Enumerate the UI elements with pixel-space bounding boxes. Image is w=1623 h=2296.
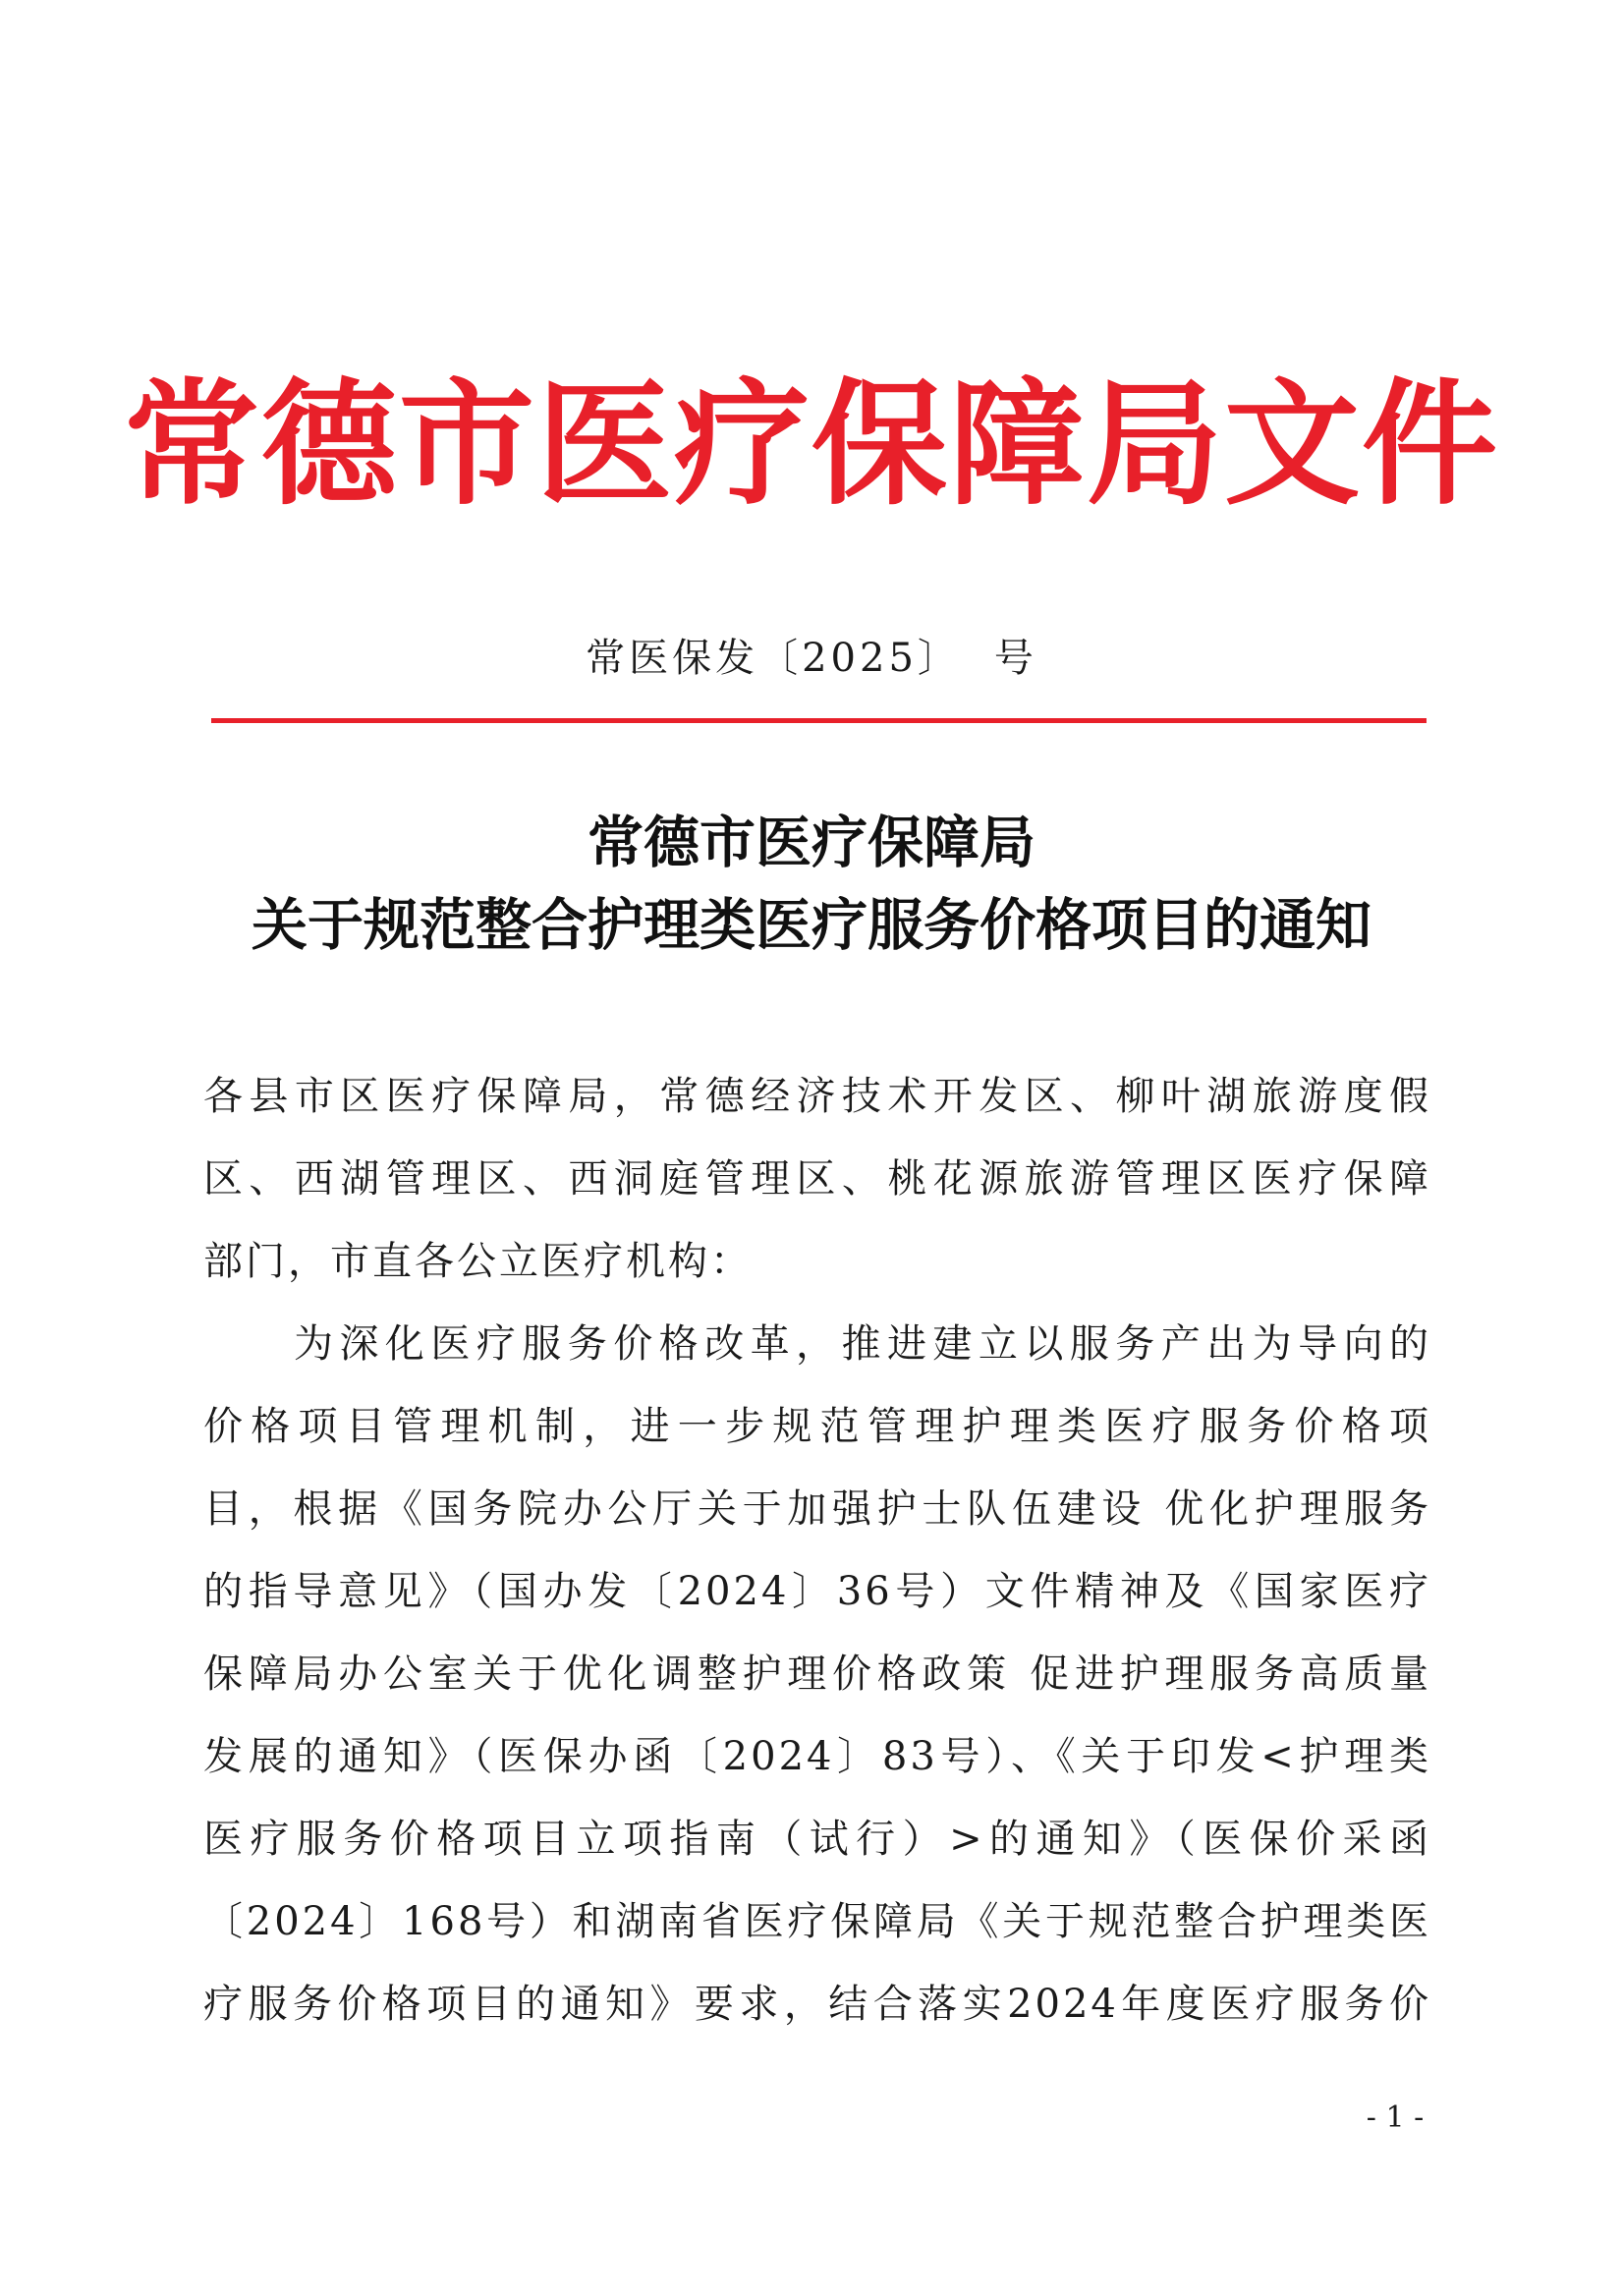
body-line: 为深化医疗服务价格改革，推进建立以服务产出为导向的 bbox=[294, 1321, 1431, 1367]
page-number: - 1 - bbox=[1366, 2100, 1425, 2135]
body-line: 目，根据《国务院办公厅关于加强护士队伍建设 优化护理服务 bbox=[203, 1486, 1431, 1532]
document-number-suffix: 号 bbox=[993, 636, 1037, 681]
agency-masthead: 常德市医疗保障局文件 bbox=[123, 364, 1499, 524]
body-line: 发展的通知》（医保办函〔2024〕83号）、《关于印发<护理类 bbox=[203, 1734, 1431, 1779]
notice-title-line-1: 常德市医疗保障局 bbox=[588, 811, 1035, 875]
red-divider-rule bbox=[211, 718, 1427, 723]
body-line: 各县市区医疗保障局，常德经济技术开发区、柳叶湖旅游度假 bbox=[203, 1074, 1431, 1119]
notice-title-line-2: 关于规范整合护理类医疗服务价格项目的通知 bbox=[252, 893, 1371, 958]
body-line: 的指导意见》（国办发〔2024〕36号）文件精神及《国家医疗 bbox=[203, 1569, 1431, 1614]
body-line: 〔2024〕168号）和湖南省医疗保障局《关于规范整合护理类医 bbox=[203, 1899, 1431, 1944]
body-line: 部门，市直各公立医疗机构： bbox=[203, 1239, 753, 1284]
body-line: 价格项目管理机制，进一步规范管理护理类医疗服务价格项 bbox=[203, 1404, 1431, 1449]
notice-body bbox=[203, 1055, 1431, 2045]
body-line: 区、西湖管理区、西洞庭管理区、桃花源旅游管理区医疗保障 bbox=[203, 1156, 1431, 1202]
body-line: 疗服务价格项目的通知》要求，结合落实2024年度医疗服务价 bbox=[203, 1982, 1431, 2027]
body-line: 保障局办公室关于优化调整护理价格政策 促进护理服务高质量 bbox=[203, 1652, 1431, 1697]
document-number bbox=[0, 629, 1623, 688]
document-number-prefix: 常医保发〔2025〕 bbox=[586, 636, 961, 681]
body-line: 医疗服务价格项目立项指南（试行）>的通知》（医保价采函 bbox=[203, 1817, 1431, 1862]
